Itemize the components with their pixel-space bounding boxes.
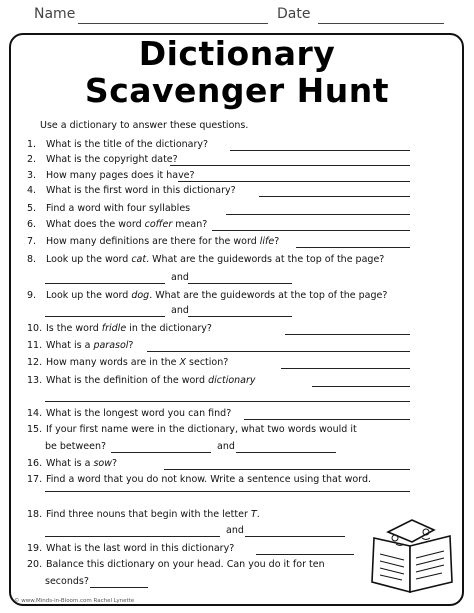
answer-line[interactable] [111, 452, 211, 453]
question-number: 8. [27, 254, 37, 265]
question-text: What is the longest word you can find? [46, 408, 232, 419]
question-19 [27, 542, 418, 556]
answer-line[interactable] [147, 351, 410, 352]
question-number: 11. [27, 340, 43, 351]
question-number: 9. [27, 290, 37, 301]
answer-line[interactable] [259, 196, 410, 197]
question-keyword: X [179, 357, 186, 368]
name-field[interactable] [78, 23, 268, 24]
copyright-footer: © www.Minds-in-Bloom.com Rachel Lynette [14, 598, 135, 604]
question-20 [27, 558, 418, 572]
question-text: What is a [46, 458, 94, 469]
question-text-end: in the dictionary? [126, 323, 212, 334]
question-keyword: fridle [101, 323, 127, 334]
name-label: Name [34, 6, 76, 22]
question-text-end: ? [111, 458, 118, 469]
question-keyword: dog [131, 290, 150, 301]
question-text: What does the word [46, 219, 145, 230]
question-text: How many words are in the [46, 357, 180, 368]
question-text: If your first name were in the dictionary, what two words would it [46, 424, 357, 435]
question-text: Find three nouns that begin with the letter [46, 509, 251, 520]
question-text: Is the word [46, 323, 102, 334]
question-keyword: cat [131, 254, 147, 265]
question-text: What is the first word in this dictionary? [46, 185, 236, 196]
question-text-end: . What are the guidewords at the top of the page? [149, 290, 388, 301]
question-text: How many pages does it have? [46, 170, 195, 181]
question-keyword: T [250, 509, 257, 520]
and-label: and [171, 305, 189, 316]
question-text: Balance this dictionary on your head. Can you do it for ten [46, 559, 325, 570]
question-number: 13. [27, 375, 43, 386]
question-number: 10. [27, 323, 43, 334]
question-keyword: parasol [93, 340, 129, 351]
question-text: How many definitions are there for the word [46, 236, 260, 247]
question-9 [27, 289, 418, 303]
answer-line[interactable] [212, 230, 410, 231]
answer-line[interactable] [170, 165, 410, 166]
question-text-end: . What are the guidewords at the top of the page? [146, 254, 385, 265]
question-number: 12. [27, 357, 43, 368]
answer-line[interactable] [256, 554, 354, 555]
question-number: 3. [27, 170, 37, 181]
answer-line[interactable] [236, 452, 336, 453]
question-text: What is the title of the dictionary? [46, 139, 209, 150]
question-text-end: section? [186, 357, 229, 368]
question-number: 19. [27, 543, 43, 554]
question-keyword: life [259, 236, 275, 247]
question-number: 2. [27, 154, 37, 165]
question-keyword: sow [93, 458, 112, 469]
answer-line[interactable] [245, 536, 345, 537]
question-number: 20. [27, 559, 43, 570]
and-label: and [226, 525, 244, 536]
and-label: and [171, 272, 189, 283]
question-text-end: ? [274, 236, 280, 247]
question-continuation: seconds? [45, 576, 89, 587]
question-number: 18. [27, 509, 43, 520]
question-text: What is the definition of the word [46, 375, 209, 386]
question-keyword: coffer [144, 219, 173, 230]
question-text-end: . [256, 509, 260, 520]
date-label: Date [277, 6, 311, 22]
question-text-end: ? [128, 340, 134, 351]
question-text: Find a word that you do not know. Write a sentence using that word. [46, 474, 371, 485]
answer-line[interactable] [281, 368, 410, 369]
question-text: Look up the word [46, 254, 132, 265]
answer-line[interactable] [45, 316, 165, 317]
question-text: What is the last word in this dictionary? [46, 543, 235, 554]
answer-line[interactable] [178, 181, 410, 182]
answer-line[interactable] [45, 401, 410, 402]
and-label: and [217, 441, 235, 452]
question-17 [27, 473, 418, 487]
question-text: Find a word with four syllables [46, 203, 191, 214]
answer-line[interactable] [285, 334, 410, 335]
question-number: 16. [27, 458, 43, 469]
header [34, 6, 444, 28]
page-title-line2: Scavenger Hunt [84, 71, 390, 110]
answer-line[interactable] [296, 247, 410, 248]
question-number: 15. [27, 424, 43, 435]
question-number: 14. [27, 408, 43, 419]
answer-line[interactable] [226, 214, 410, 215]
question-number: 1. [27, 139, 37, 150]
answer-line[interactable] [230, 150, 410, 151]
smiling-books-icon [366, 516, 458, 598]
instructions: Use a dictionary to answer these questions. [40, 120, 249, 131]
question-number: 7. [27, 236, 37, 247]
answer-line[interactable] [244, 419, 410, 420]
question-number: 5. [27, 203, 37, 214]
answer-line[interactable] [188, 283, 292, 284]
answer-line[interactable] [312, 386, 410, 387]
question-text: Look up the word [46, 290, 132, 301]
question-8 [27, 253, 418, 267]
question-text: What is a [46, 340, 94, 351]
answer-line[interactable] [90, 587, 148, 588]
question-number: 4. [27, 185, 37, 196]
answer-line[interactable] [164, 469, 410, 470]
question-text: What is the copyright date? [46, 154, 178, 165]
answer-line[interactable] [45, 491, 410, 492]
date-field[interactable] [318, 23, 444, 24]
question-keyword: dictionary [208, 375, 256, 386]
page-title-line1: Dictionary [138, 34, 336, 73]
question-15 [27, 423, 418, 437]
question-continuation: be between? [45, 441, 107, 452]
question-18 [27, 508, 418, 522]
answer-line[interactable] [188, 316, 292, 317]
question-number: 6. [27, 219, 37, 230]
question-text-end: mean? [172, 219, 208, 230]
question-number: 17. [27, 474, 43, 485]
answer-line[interactable] [45, 536, 220, 537]
answer-line[interactable] [45, 283, 165, 284]
